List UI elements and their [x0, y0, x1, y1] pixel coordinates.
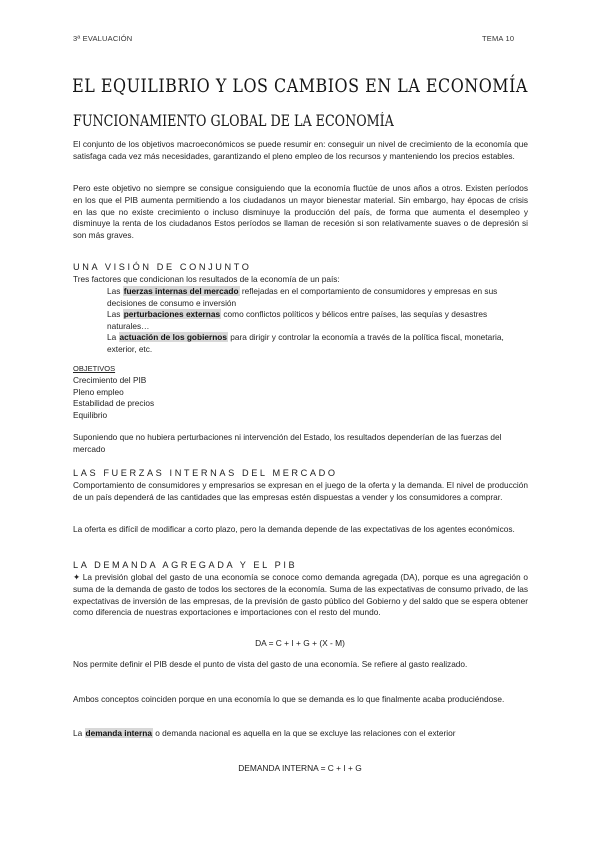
factor-text: para dirigir y controlar la economía a través de la política fiscal, monetaria, exterior, etc.: [107, 332, 504, 354]
factor-text: como conflictos políticos y bélicos entre países, las sequías y desastres naturales…: [107, 309, 488, 331]
vision-intro: Tres factores que condicionan los resultados de la economía de un país:: [73, 274, 340, 284]
section-title: FUNCIONAMIENTO GLOBAL DE LA ECONOMÍA: [73, 112, 394, 130]
aggregate-demand-paragraph: ✦ La previsión global del gasto de una economía se conoce como demanda agregada (DA), porque es una agregación o suma de la demanda de gasto de todos los sectores de la economía. Suma de las expectativas de consumo privado, de las expectativas de inversión de las empresas, de la previsión de gasto público del Gobierno y del saldo que se espera obtener como diferencia de nuestras exportaciones e importaciones con el resto del mundo.: [73, 572, 528, 618]
internal-demand-text: o demanda nacional es aquella en la que se excluye las relaciones con el exterior: [155, 728, 456, 738]
list-item: Pleno empleo: [73, 386, 124, 397]
internal-demand-lead: La: [73, 728, 83, 738]
factor-item: [107, 309, 528, 333]
factor-term: perturbaciones externas: [123, 309, 221, 319]
header-topic: TEMA 10: [482, 34, 515, 43]
market-forces-paragraph: Comportamiento de consumidores y empresarios se expresan en el juego de la oferta y la demanda. El nivel de producción de un país dependerá de las cantidades que las empresas estén dispuestas a vender y los consumidores a comprar.: [73, 480, 528, 502]
recession-paragraph: Pero este objetivo no siempre se consigue consiguiendo que la economía fluctúe de unos años a otros. Existen períodos en los que el PIB aumenta permitiendo a los ciudadanos un mayor bienestar material. Sin embargo, hay épocas de crisis en las que no existe crecimiento o incluso disminuye la producción del país, de forma que aumenta el desempleo y disminuye la renta de los ciudadanos Estos períodos se llaman de recesión si son relativamente suaves o de depresión si son más graves.: [73, 183, 528, 241]
market-assumption-paragraph: Suponiendo que no hubiera perturbaciones ni intervención del Estado, los resultados dependerían de las fuerzas del mercado: [73, 432, 502, 454]
factor-lead: Las: [107, 309, 121, 319]
internal-demand-term: demanda interna: [85, 728, 152, 738]
factor-item: [107, 332, 528, 356]
factor-text: reflejadas en el comportamiento de consumidores y empresas en sus decisiones de consumo e inversión: [107, 286, 498, 308]
heading-vision: UNA VISIÓN DE CONJUNTO: [73, 262, 252, 272]
supply-demand-paragraph: La oferta es difícil de modificar a corto plazo, pero la demanda depende de las expectativas de los agentes económicos.: [73, 524, 515, 534]
heading-market-forces: LAS FUERZAS INTERNAS DEL MERCADO: [73, 468, 338, 478]
concepts-coincide-paragraph: Ambos conceptos coinciden porque en una economía lo que se demanda es lo que finalmente acaba produciéndose.: [73, 694, 505, 704]
factor-term: actuación de los gobiernos: [119, 332, 227, 342]
factor-lead: Las: [107, 286, 121, 296]
heading-aggregate-demand: LA DEMANDA AGREGADA Y EL PIB: [73, 560, 298, 570]
factor-item: [107, 286, 528, 310]
page-title: EL EQUILIBRIO Y LOS CAMBIOS EN LA ECONOMÍA: [72, 76, 528, 97]
list-item: Equilibrio: [73, 409, 108, 420]
header-evaluation: 3ª EVALUACIÓN: [73, 34, 133, 43]
internal-demand-formula: DEMANDA INTERNA = C + I + G: [238, 763, 362, 773]
intro-paragraph: El conjunto de los objetivos macroeconómicos se puede resumir en: conseguir un nivel de crecimiento de la economía que satisfaga cada vez más necesidades, garantizando el pleno empleo de los recursos y manteniendo los precios estables.: [73, 139, 528, 161]
aggregate-demand-formula: DA = C + I + G + (X - M): [255, 638, 345, 648]
objectives-list: [73, 375, 154, 421]
factor-lead: La: [107, 332, 117, 342]
list-item: Estabilidad de precios: [73, 398, 155, 409]
gdp-definition-paragraph: Nos permite definir el PIB desde el punto de vista del gasto de una economía. Se refiere al gasto realizado.: [73, 659, 468, 669]
internal-demand-paragraph: [73, 728, 528, 740]
objectives-heading: OBJETIVOS: [73, 364, 116, 373]
factor-term: fuerzas internas del mercado: [123, 286, 239, 296]
list-item: Crecimiento del PIB: [73, 375, 147, 385]
